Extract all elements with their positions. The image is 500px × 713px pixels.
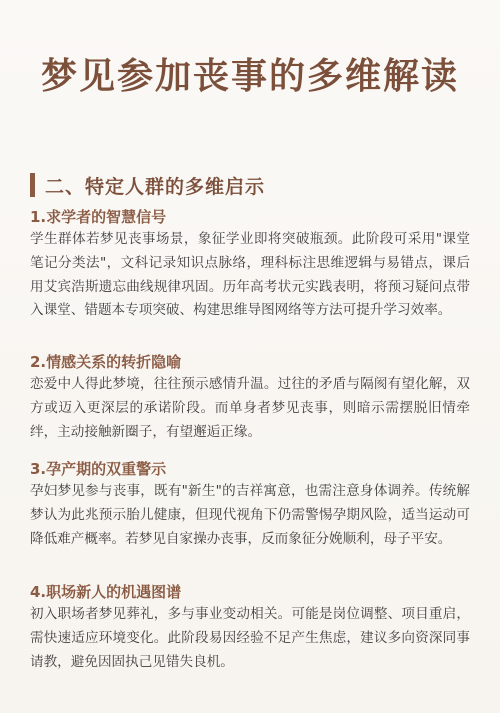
block-heading: 4.职场新人的机遇图谱: [30, 583, 182, 601]
section-accent-bar: [30, 173, 35, 197]
section-title: 二、特定人群的多维启示: [45, 175, 266, 198]
content-block-students: [30, 206, 470, 323]
content-block-career: [30, 581, 470, 674]
block-body: 学生群体若梦见丧事场景，象征学业即将突破瓶颈。此阶段可采用"课堂笔记分类法"，文科记录知识点脉络，理科标注思维逻辑与易错点，课后用艾宾浩斯遗忘曲线规律巩固。历年高考状元实践表明，将预习疑问点带入课堂、错题本专项突破、构建思维导图网络等方法可提升学习效率。: [30, 231, 470, 319]
page-title: 梦见参加丧事的多维解读: [40, 56, 459, 97]
block-heading: 1.求学者的智慧信号: [30, 208, 167, 226]
block-body: 初入职场者梦见葬礼，多与事业变动相关。可能是岗位调整、项目重启，需快速适应环境变化。此阶段易因经验不足产生焦虑，建议多向资深同事请教，避免因固执己见错失良机。: [30, 606, 470, 670]
block-heading: 3.孕产期的双重警示: [30, 460, 167, 478]
section-header: [30, 172, 265, 198]
content-block-pregnancy: [30, 458, 470, 551]
content-block-relationships: [30, 351, 470, 444]
block-body: 孕妇梦见参与丧事，既有"新生"的吉祥寓意，也需注意身体调养。传统解梦认为此兆预示胎儿健康，但现代视角下仍需警惕孕期风险，适当运动可降低难产概率。若梦见自家操办丧事，反而象征分娩顺利，母子平安。: [30, 483, 470, 547]
block-body: 恋爱中人得此梦境，往往预示感情升温。过往的矛盾与隔阂有望化解，双方或迈入更深层的承诺阶段。而单身者梦见丧事，则暗示需摆脱旧情牵绊，主动接触新圈子，有望邂逅正缘。: [30, 376, 470, 440]
block-heading: 2.情感关系的转折隐喻: [30, 353, 182, 371]
